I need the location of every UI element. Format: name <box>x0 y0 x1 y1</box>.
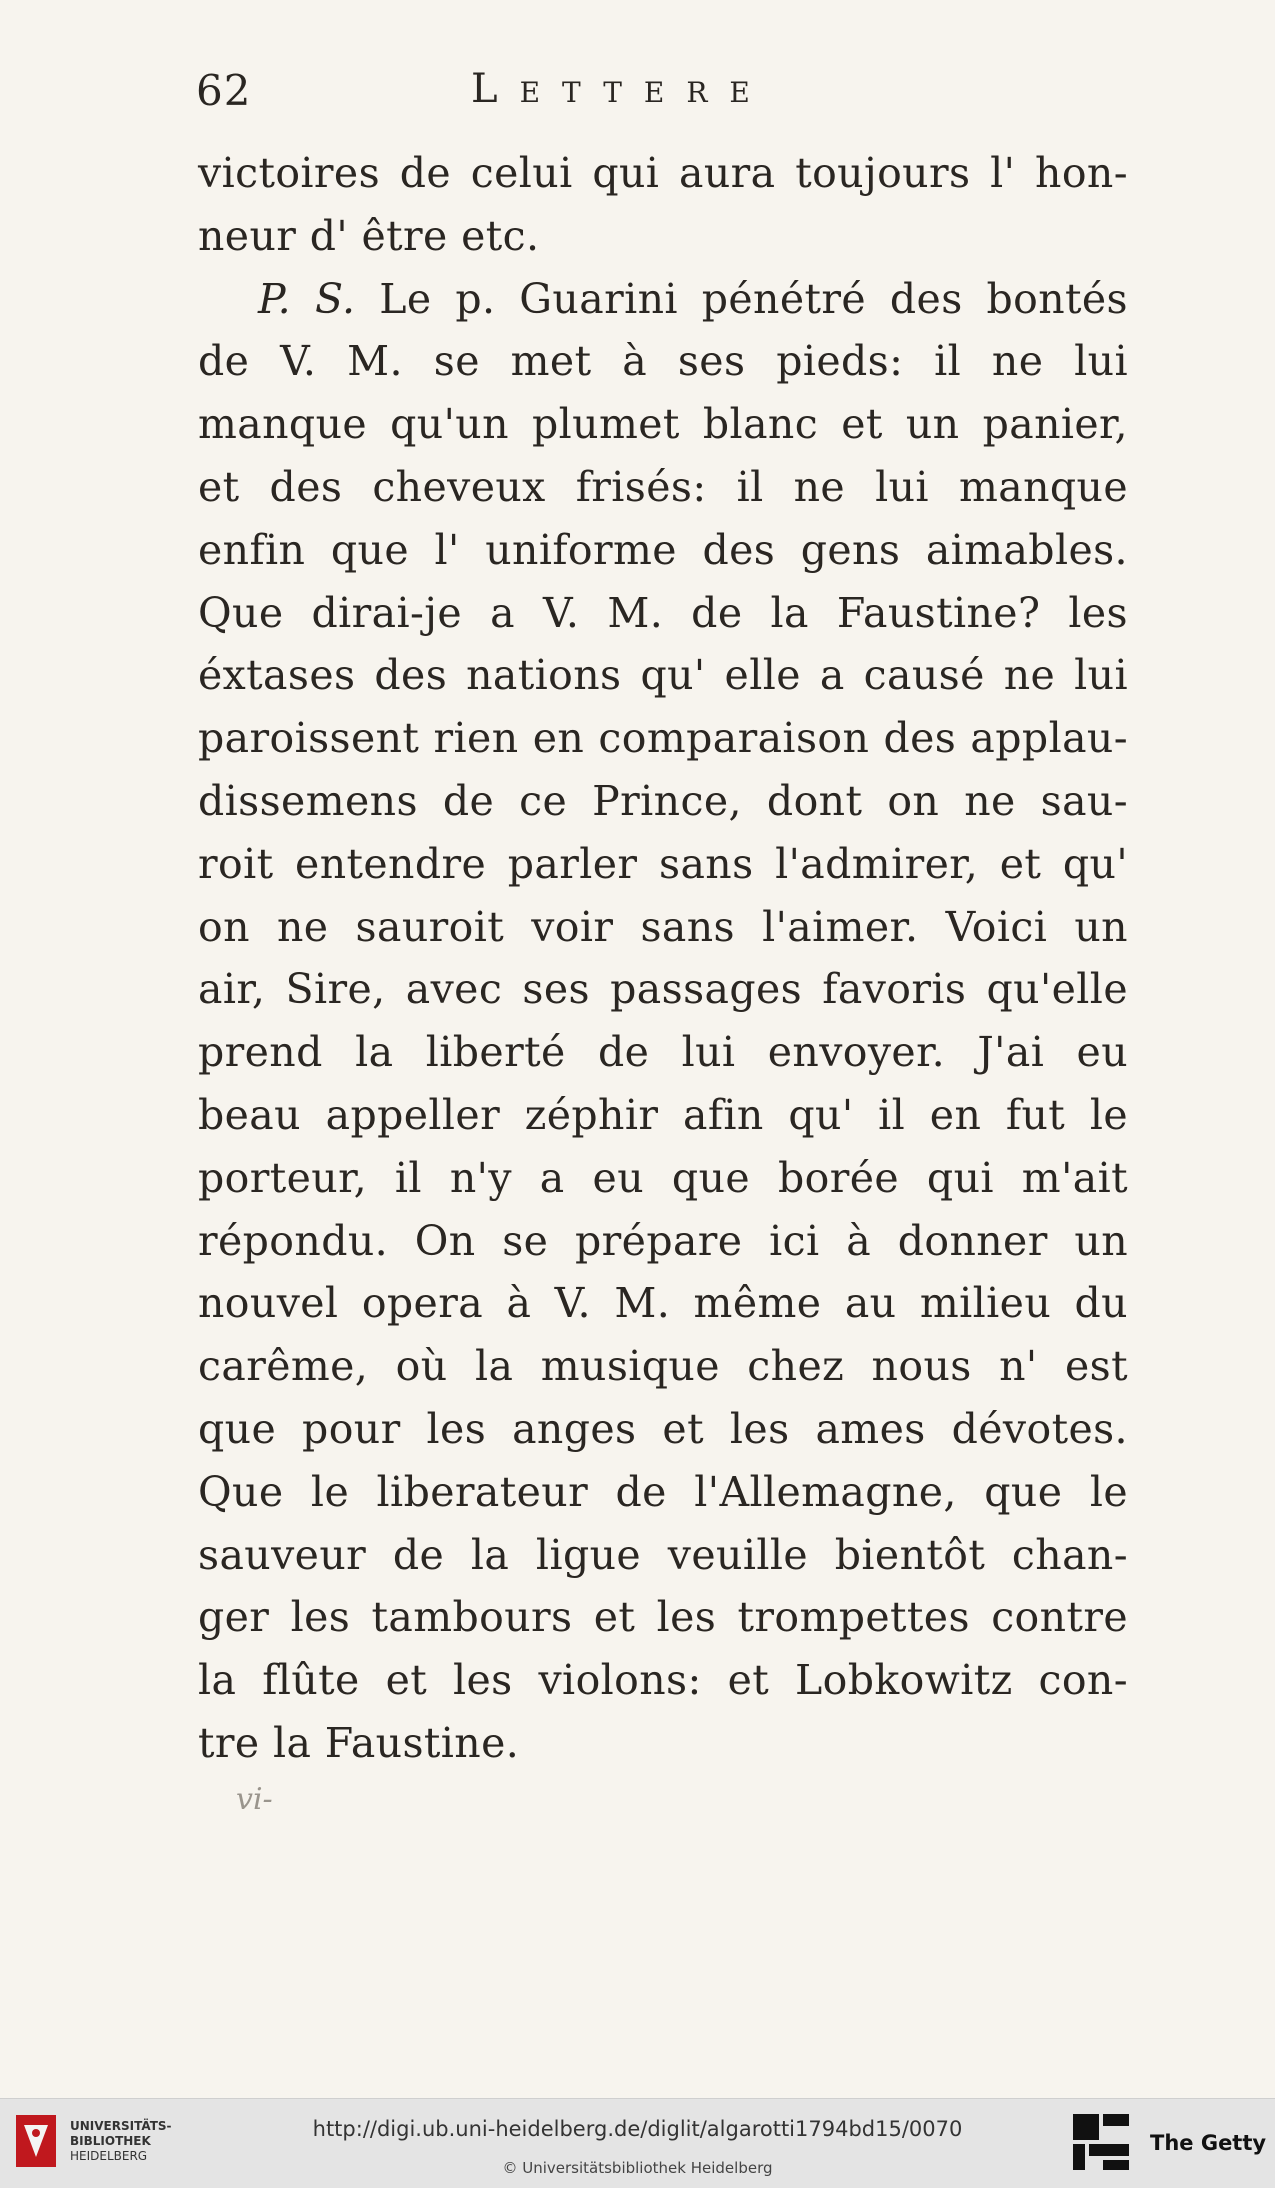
getty-partner-label[interactable]: The Getty <box>1150 2131 1267 2155</box>
text-line: manque qu'un plumet blanc et un panier, <box>198 400 1128 449</box>
text-line: beau appeller zéphir afin qu' il en fut le <box>198 1090 1128 1139</box>
page-number: 62 <box>196 66 252 115</box>
text-line: dissemens de ce Prince, dont on ne sau- <box>198 776 1128 825</box>
text-line: la flûte et les violons: et Lobkowitz con- <box>198 1656 1128 1705</box>
text-line: carême, où la musique chez nous n' est <box>198 1342 1128 1391</box>
body-text <box>198 142 1128 1775</box>
text-line-rest: Le p. Guarini pénétré des bontés <box>355 274 1128 323</box>
viewer-footer <box>0 2098 1275 2188</box>
copyright-notice: © Universitätsbibliothek Heidelberg <box>502 2159 773 2177</box>
text-line: tre la Faustine. <box>198 1718 520 1767</box>
text-line: ger les tambours et les trompettes contre <box>198 1593 1128 1642</box>
text-line: Que le liberateur de l'Allemagne, que le <box>198 1467 1128 1516</box>
text-line: que pour les anges et les ames dévotes. <box>198 1404 1128 1453</box>
text-line: Que dirai-je a V. M. de la Faustine? les <box>198 588 1128 637</box>
getty-logo-icon[interactable] <box>1073 2114 1131 2172</box>
running-title: Lettere <box>471 66 772 112</box>
text-line: victoires de celui qui aura toujours l' hon- <box>198 149 1128 197</box>
postscript-label: P. S. <box>258 274 356 323</box>
text-line: prend la liberté de lui envoyer. J'ai eu <box>198 1028 1128 1077</box>
library-name-line: UNIVERSITÄTS- <box>70 2119 172 2133</box>
permalink[interactable]: http://digi.ub.uni-heidelberg.de/diglit/algarotti1794bd15/0070 <box>312 2117 963 2141</box>
text-line: roit entendre parler sans l'admirer, et qu' <box>198 839 1128 888</box>
text-line: paroissent rien en comparaison des applau- <box>198 714 1128 763</box>
text-line: neur d' être etc. <box>198 211 540 260</box>
text-line: sauveur de la ligue veuille bientôt chan- <box>198 1530 1128 1579</box>
text-line: et des cheveux frisés: il ne lui manque <box>198 462 1128 511</box>
text-line-ps <box>198 268 1128 331</box>
library-name-line: HEIDELBERG <box>70 2149 148 2163</box>
text-line: répondu. On se prépare ici à donner un <box>198 1216 1128 1265</box>
library-name-line: BIBLIOTHEK <box>70 2134 151 2148</box>
page-header <box>196 66 1126 126</box>
text-line: nouvel opera à V. M. même au milieu du <box>198 1279 1128 1328</box>
text-line: enfin que l' uniforme des gens aimables. <box>198 525 1128 574</box>
bleed-through-catchword: vi- <box>236 1782 273 1817</box>
text-line: éxtases des nations qu' elle a causé ne lui <box>198 651 1128 700</box>
text-line: de V. M. se met à ses pieds: il ne lui <box>198 337 1128 386</box>
text-line: air, Sire, avec ses passages favoris qu'elle <box>198 965 1128 1014</box>
text-line: porteur, il n'y a eu que borée qui m'ait <box>198 1153 1128 1202</box>
text-line: on ne sauroit voir sans l'aimer. Voici un <box>198 902 1128 951</box>
